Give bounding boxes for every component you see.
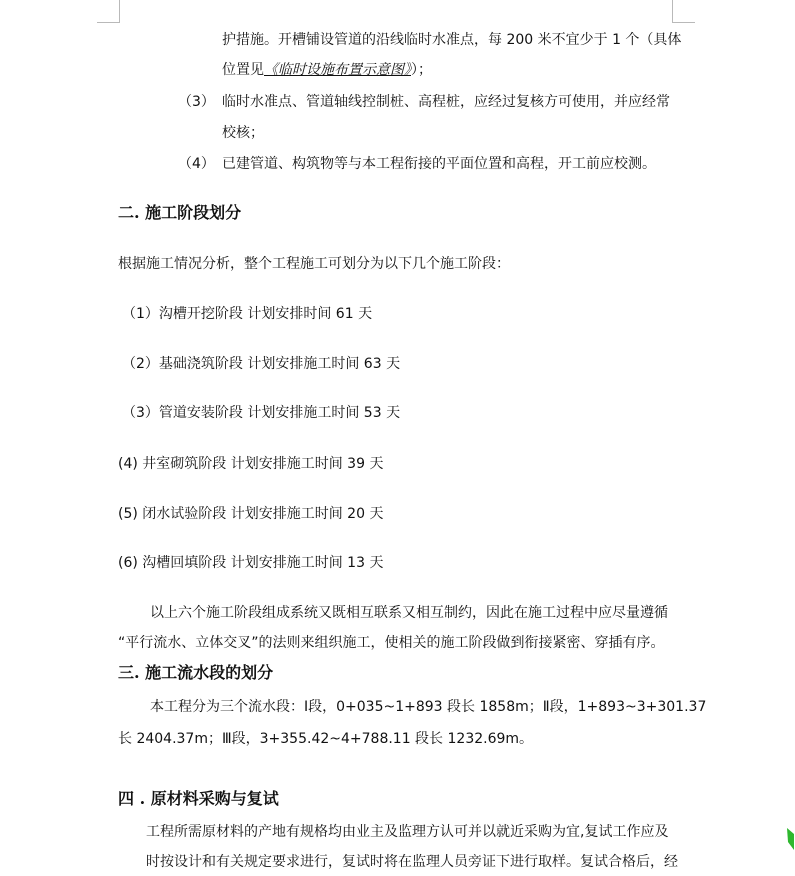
list-item-4-number: （4） (178, 156, 215, 172)
section-2-intro: 根据施工情况分析，整个工程施工可划分为以下几个施工阶段： (118, 256, 510, 272)
section-heading-construction-stages: 二. 施工阶段划分 (118, 203, 242, 222)
reference-link-layout-diagram: 《临时设施布置示意图》 (264, 62, 411, 78)
list-item-3-line-2: 校核； (222, 125, 264, 141)
list-continuation-line-2 (222, 61, 432, 79)
list-continuation-line-1: 护措施。开槽铺设管道的沿线临时水准点，每 200 米不宜少于 1 个（具体 (222, 32, 682, 48)
stage-item-3: （3）管道安装阶段 计划安排施工时间 53 天 (122, 405, 401, 421)
list-item-3-number: （3） (178, 94, 215, 110)
stage-item-6: (6) 沟槽回填阶段 计划安排施工时间 13 天 (118, 555, 384, 571)
list-item-4-text: 已建管道、构筑物等与本工程衔接的平面位置和高程，开工前应校测。 (222, 156, 656, 172)
margin-corner-mark-right (672, 0, 695, 23)
reference-prefix: 位置见 (222, 62, 264, 78)
stage-item-2: （2）基础浇筑阶段 计划安排施工时间 63 天 (122, 356, 401, 372)
stage-item-1: （1）沟槽开挖阶段 计划安排时间 61 天 (122, 306, 373, 322)
section-2-paragraph-line-1: 以上六个施工阶段组成系统又既相互联系又相互制约，因此在施工过程中应尽量遵循 (150, 605, 668, 621)
section-heading-flow-segments: 三. 施工流水段的划分 (118, 663, 274, 682)
section-2-paragraph-line-2: “平行流水、立体交叉”的法则来组织施工，使相关的施工阶段做到衔接紧密、穿插有序。 (118, 635, 665, 651)
stage-item-4: (4) 井室砌筑阶段 计划安排施工时间 39 天 (118, 456, 384, 472)
section-heading-material-procurement: 四 . 原材料采购与复试 (118, 789, 279, 808)
section-3-paragraph-line-1: 本工程分为三个流水段：Ⅰ段，0+035~1+893 段长 1858m；Ⅱ段，1+893~3+301.37 (150, 699, 707, 715)
list-item-3-line-1: 临时水准点、管道轴线控制桩、高程桩，应经过复核方可使用，并应经常 (222, 94, 670, 110)
reference-suffix: ）； (411, 62, 432, 78)
section-4-paragraph-line-1: 工程所需原材料的产地有规格均由业主及监理方认可并以就近采购为宜,复试工作应及 (146, 824, 669, 840)
stage-item-5: (5) 闭水试验阶段 计划安排施工时间 20 天 (118, 506, 384, 522)
section-4-paragraph-line-2: 时按设计和有关规定要求进行，复试时将在监理人员旁证下进行取样。复试合格后，经 (146, 854, 678, 870)
section-3-paragraph-line-2: 长 2404.37m；Ⅲ段，3+355.42~4+788.11 段长 1232.69m。 (118, 731, 534, 747)
edge-marker-icon (785, 826, 795, 852)
margin-corner-mark-left (97, 0, 120, 23)
